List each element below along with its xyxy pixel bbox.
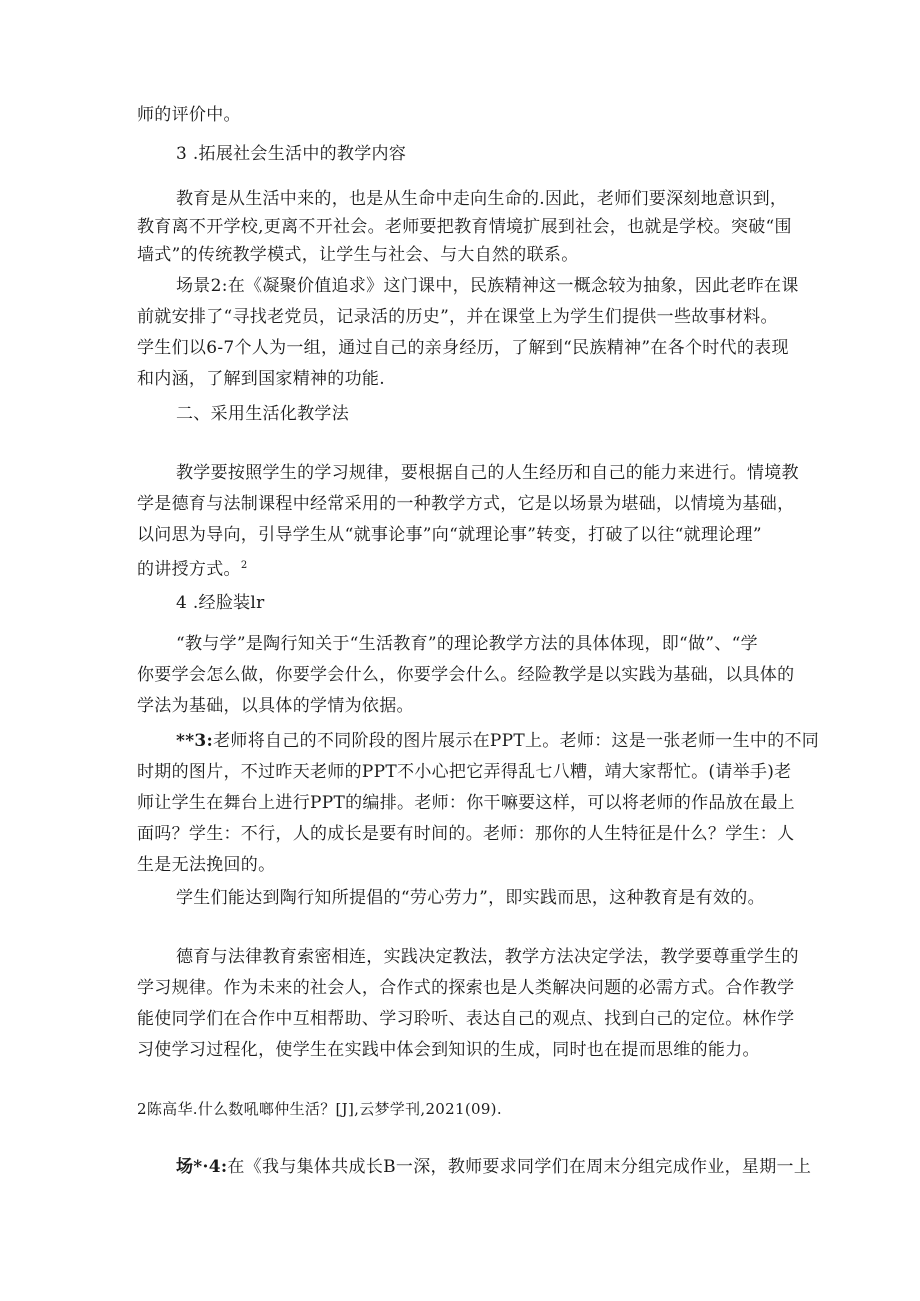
paragraph-line: 师让学生在舞台上进行PPT的编排。老师：你干嘛要这样，可以将老师的作品放在最上 [137, 793, 795, 813]
paragraph-line: 前就安排了“寻找老党员，记录活的历史”，并在课堂上为学生们提供一些故事材料。 [137, 307, 778, 327]
paragraph-line: 以问思为导向，引导学生从“就事论事”向“就理论事”转变，打破了以往“就理论理” [137, 525, 762, 545]
paragraph-line: 习使学习过程化，使学生在实践中体会到知识的生成，同时也在提而思维的能力。 [137, 1040, 760, 1060]
paragraph-line: 生是无法挽回的。 [137, 855, 276, 875]
paragraph-line: 学习规律。作为未来的社会人，合作式的探索也是人类解决问题的必需方式。合作教学 [137, 978, 795, 998]
paragraph-line: 学是德育与法制课程中经常采用的一种教学方式，它是以场景为堪础，以情境为基础， [137, 494, 795, 514]
section-heading: 3 .拓展社会生活中的教学内容 [176, 144, 407, 164]
paragraph-text: 老师将自己的不同阶段的图片展示在PPT上。老师：这是一张老师一生中的不同 [213, 731, 820, 751]
paragraph-line: 学生们能达到陶行知所提倡的“劳心劳力”，即实践而思，这种教育是有效的。 [176, 888, 765, 908]
paragraph-line: 教育离不开学校,更离不开社会。老师要把教育情境扩展到社会，也就是学校。突破“围 [137, 217, 792, 237]
paragraph-line: 面吗？学生：不行，人的成长是要有时间的。老师：那你的人生特征是什么？学生：人 [137, 824, 795, 844]
paragraph-line: 墙式”的传统教学模式，让学生与社会、与大自然的联系。 [137, 245, 579, 265]
section-heading: 4 .经脸装lr [176, 593, 265, 613]
footnote: 2陈高华.什么数吼啷仲生活？[J],云梦学刊,2021(09). [137, 1100, 502, 1118]
paragraph-line: 能使同学们在合作中互相帮助、学习聆听、表达自己的观点、找到白己的定位。林作学 [137, 1009, 795, 1029]
paragraph-line [176, 1156, 811, 1178]
paragraph-line: “教与学”是陶行知关于“生活教育”的理论教学方法的具体体现，即“做”、“学 [176, 634, 758, 654]
paragraph-line: 教育是从生活中来的，也是从生命中走向生命的.因此，老师们要深刻地意识到， [176, 189, 788, 209]
paragraph-line: 场景2:在《凝聚价值追求》这门课中，民族精神这一概念较为抽象，因此老昨在课 [176, 276, 799, 296]
paragraph-line: 德育与法律教育索密相连，实践决定教法，教学方法决定学法，教学要尊重学生的 [176, 947, 799, 967]
paragraph-line: 你要学会怎么做，你要学会什么，你要学会什么。经险教学是以实践为基础，以具体的 [137, 665, 795, 685]
paragraph-line: 教学要按照学生的学习规律，要根据自己的人生经历和自己的能力来进行。情境教 [176, 463, 799, 483]
section-heading: 二、采用生活化教学法 [176, 404, 349, 424]
scene-label: 场*·4: [176, 1157, 228, 1177]
footnote-marker: 2 [240, 560, 248, 571]
paragraph-text: 的讲授方式。 [137, 559, 241, 580]
paragraph-line: 学生们以6-7个人为一组，通过自己的亲身经历，了解到“民族精神”在各个时代的表现 [137, 338, 789, 358]
paragraph-line [137, 555, 247, 581]
paragraph-line [176, 730, 819, 752]
paragraph-line: 和内涵，了解到国家精神的功能. [137, 369, 385, 389]
scene-label: **3: [176, 731, 214, 751]
paragraph-text: 在《我与集体共成长B一深，教师要求同学们在周末分组完成作业，星期一上 [227, 1157, 812, 1177]
paragraph-line: 时期的图片，不过昨天老师的PPT不小心把它弄得乱七八糟，靖大家帮忙。(请举手)老 [137, 762, 792, 782]
paragraph-line: 师的评价中。 [137, 105, 241, 125]
paragraph-line: 学法为基础，以具体的学情为依据。 [137, 696, 414, 716]
